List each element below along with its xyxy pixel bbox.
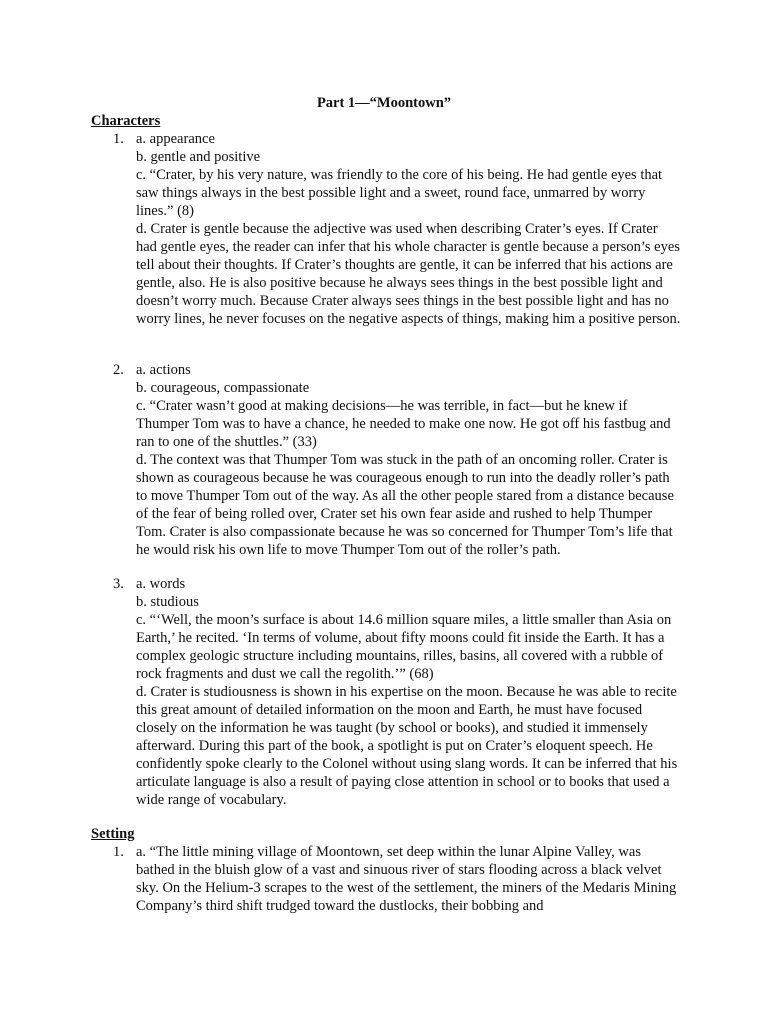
item-d-analysis: d. Crater is gentle because the adjective was used when describing Crater’s eyes. If Crater had gentle eyes, the reader can infer that his whole character is gentle because a person’s eyes tell about their thoughts. If Crater’s thoughts are gentle, it can be inferred that his actions are gentle, also. He is also positive because he always sees things in the best possible light and doesn’t worry much. Because Crater always sees things in the best possible light and has no worry lines, he never focuses on the negative aspects of things, making him a positive person. (136, 221, 681, 327)
item-b: b. studious (136, 594, 199, 610)
list-number: 3. (113, 576, 124, 592)
list-number: 1. (113, 131, 124, 147)
page-title: Part 1—“Moontown” (316, 95, 452, 111)
item-a: a. words (136, 576, 186, 592)
item-a-quote: a. “The little mining village of Moontown, set deep within the lunar Alpine Valley, was bathed in the bluish glow of a vast and sinuous river of stars flooding across a black velvet sky. On the Helium-3 scrapes to the west of the settlement, the miners of the Medaris Mining Company’s third shift trudged toward the dustlocks, their bobbing and (136, 844, 677, 914)
item-a: a. actions (136, 362, 191, 378)
list-item-setting-1 (91, 843, 681, 915)
list-number: 1. (113, 844, 124, 860)
list-item-character-1 (91, 130, 681, 328)
section-heading-characters: Characters (91, 113, 161, 129)
item-b: b. gentle and positive (136, 149, 261, 165)
item-d-analysis: d. Crater is studiousness is shown in his expertise on the moon. Because he was able to recite this great amount of detailed information on the moon and Earth, he must have focused closely on the information he was taught (by school or books), and studied it immensely afterward. During this part of the book, a spotlight is put on Crater’s eloquent speech. He confidently spoke clearly to the Colonel without using slang words. It can be inferred that his articulate language is also a result of paying close attention in school or to books that used a wide range of vocabulary. (136, 684, 678, 808)
item-a: a. appearance (136, 131, 215, 147)
item-c-quote: c. “Crater, by his very nature, was friendly to the core of his being. He had gentle eyes that saw things always in the best possible light and a sweet, round face, unmarred by worry lines.” (8) (136, 167, 663, 219)
list-item-character-3 (91, 575, 681, 809)
item-c-quote: c. “‘Well, the moon’s surface is about 14.6 million square miles, a little smaller than Asia on Earth,’ he recited. ‘In terms of volume, about fifty moons could fit inside the Earth. It has a complex geologic structure including mountains, rilles, basins, all covered with a rubble of rock fragments and dust we call the regolith.’” (68) (136, 612, 672, 682)
section-heading-setting: Setting (91, 826, 135, 842)
item-c-quote: c. “Crater wasn’t good at making decisions—he was terrible, in fact—but he knew if Thumper Tom was to have a chance, he needed to make one now. He got off his fastbug and ran to one of the shuttles.” (33) (136, 398, 671, 450)
list-number: 2. (113, 362, 124, 378)
item-b: b. courageous, compassionate (136, 380, 310, 396)
item-d-analysis: d. The context was that Thumper Tom was stuck in the path of an oncoming roller. Crater is shown as courageous because he was courageous enough to run into the deadly roller’s path to move Thumper Tom out of the way. As all the other people stared from a distance because of the fear of being rolled over, Crater set his own fear aside and rushed to help Thumper Tom. Crater is also compassionate because he was so concerned for Thumper Tom’s life that he would risk his own life to move Thumper Tom out of the roller’s path. (136, 452, 674, 558)
list-item-character-2 (91, 361, 681, 559)
